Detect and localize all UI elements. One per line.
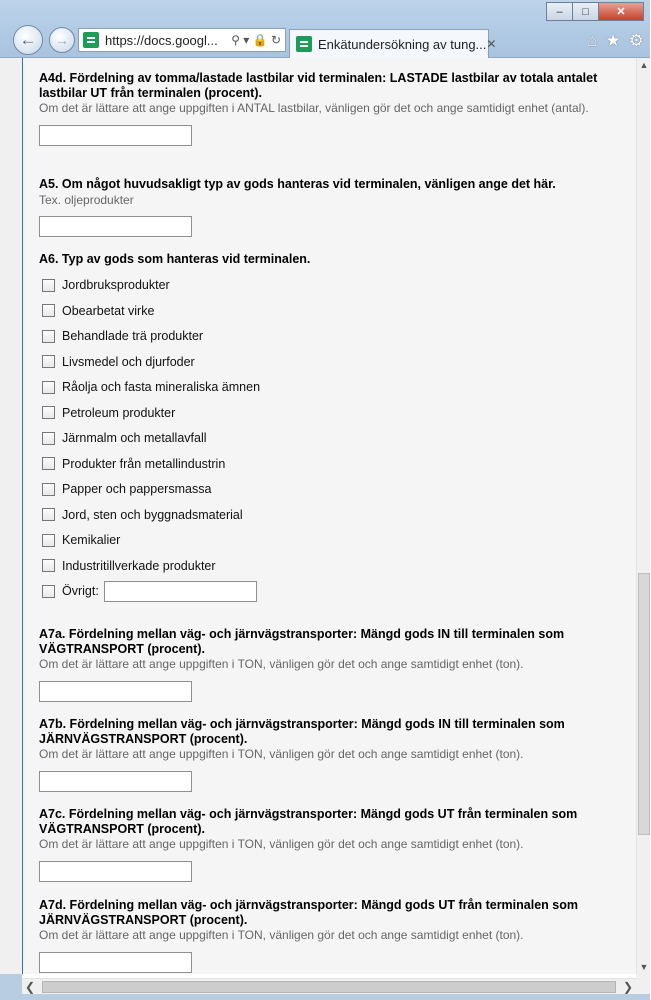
- window-controls: [547, 2, 644, 21]
- survey-form: [22, 58, 636, 974]
- checkbox-label: Papper och pappersmassa: [62, 482, 212, 497]
- question-help-text: Om det är lättare att ange uppgiften i TON, vänligen gör det och ange samtidigt enhet (ton).: [39, 928, 524, 942]
- a7b-answer-input[interactable]: [39, 771, 192, 792]
- browser-tab[interactable]: [289, 29, 497, 58]
- question-help-text: Om det är lättare att ange uppgiften i TON, vänligen gör det och ange samtidigt enhet (ton).: [39, 657, 524, 671]
- checkbox[interactable]: [42, 406, 55, 419]
- horizontal-scroll-thumb[interactable]: [42, 981, 616, 993]
- scroll-up-arrow-icon[interactable]: ▲: [639, 60, 649, 70]
- a7d-answer-input[interactable]: [39, 952, 192, 973]
- checkbox-option[interactable]: [39, 298, 629, 324]
- question-title: A7d. Fördelning mellan väg- och järnvägstransporter: Mängd gods UT från terminalen som JÄRNVÄGSTRANSPORT (procent).: [39, 898, 578, 927]
- question-a4d: [39, 71, 629, 146]
- home-icon[interactable]: ⌂: [587, 31, 598, 50]
- other-text-input[interactable]: [104, 581, 257, 602]
- checkbox-option[interactable]: [39, 375, 629, 401]
- close-window-button[interactable]: ✕: [598, 2, 644, 21]
- checkbox-label: Kemikalier: [62, 533, 121, 548]
- question-a7a: [39, 627, 629, 702]
- a7c-answer-input[interactable]: [39, 861, 192, 882]
- checkbox[interactable]: [42, 330, 55, 343]
- checkbox-option[interactable]: [39, 502, 629, 528]
- address-bar-icons[interactable]: ⚲ ▾ 🔒 ↻: [231, 33, 281, 47]
- checkbox-option[interactable]: [39, 324, 629, 350]
- a5-answer-input[interactable]: [39, 216, 192, 237]
- checkbox-option[interactable]: [39, 528, 629, 554]
- checkbox[interactable]: [42, 355, 55, 368]
- browser-toolbar-icons: [587, 31, 644, 51]
- address-bar[interactable]: [78, 28, 286, 52]
- checkbox-label: Järnmalm och metallavfall: [62, 431, 207, 446]
- vertical-scroll-thumb[interactable]: [638, 573, 650, 835]
- question-title: A7a. Fördelning mellan väg- och järnvägstransporter: Mängd gods IN till terminalen som VÄGTRANSPORT (procent).: [39, 627, 565, 656]
- minimize-button[interactable]: ‒: [546, 2, 573, 21]
- checkbox[interactable]: [42, 457, 55, 470]
- question-a7c: [39, 807, 629, 882]
- checkbox[interactable]: [42, 534, 55, 547]
- question-title: A7b. Fördelning mellan väg- och järnvägstransporter: Mängd gods IN till terminalen som JÄRNVÄGSTRANSPORT (procent).: [39, 717, 565, 746]
- google-forms-icon: [296, 36, 312, 52]
- browser-chrome: [0, 0, 650, 58]
- a7a-answer-input[interactable]: [39, 681, 192, 702]
- question-title: A5. Om något huvudsakligt typ av gods hanteras vid terminalen, vänligen ange det här.: [39, 177, 556, 191]
- question-a6: [39, 252, 629, 604]
- checkbox-option-other[interactable]: [39, 579, 629, 605]
- checkbox[interactable]: [42, 279, 55, 292]
- question-help-text: Om det är lättare att ange uppgiften i TON, vänligen gör det och ange samtidigt enhet (ton).: [39, 837, 524, 851]
- checkbox-label: Produkter från metallindustrin: [62, 456, 226, 471]
- window-frame-bottom: [0, 994, 650, 1000]
- checkbox[interactable]: [42, 304, 55, 317]
- question-help-text: Tex. oljeprodukter: [39, 192, 134, 207]
- checkbox-label: Industritillverkade produkter: [62, 558, 216, 573]
- checkbox[interactable]: [42, 483, 55, 496]
- forward-button[interactable]: [49, 27, 75, 53]
- checkbox-option[interactable]: [39, 273, 629, 299]
- scroll-right-arrow-icon[interactable]: ❯: [622, 980, 634, 994]
- checkbox[interactable]: [42, 432, 55, 445]
- scroll-left-arrow-icon[interactable]: ❮: [24, 980, 36, 994]
- checkbox-option[interactable]: [39, 400, 629, 426]
- a6-checkbox-list: [39, 273, 629, 605]
- question-a5: [39, 177, 629, 237]
- horizontal-scrollbar[interactable]: [22, 978, 636, 994]
- checkbox[interactable]: [42, 381, 55, 394]
- checkbox-option[interactable]: [39, 477, 629, 503]
- checkbox[interactable]: [42, 559, 55, 572]
- checkbox-label: Jord, sten och byggnadsmaterial: [62, 507, 243, 522]
- checkbox-option[interactable]: [39, 349, 629, 375]
- google-forms-icon: [83, 32, 99, 48]
- checkbox-option[interactable]: [39, 451, 629, 477]
- checkbox[interactable]: [42, 585, 55, 598]
- maximize-button[interactable]: □: [572, 2, 599, 21]
- favorites-star-icon[interactable]: ★: [605, 31, 621, 50]
- scrollbar-corner: [636, 974, 650, 994]
- checkbox-label: Råolja och fasta mineraliska ämnen: [62, 380, 261, 395]
- question-title: A6. Typ av gods som hanteras vid terminalen.: [39, 252, 311, 266]
- settings-gear-icon[interactable]: ⚙: [628, 31, 644, 50]
- checkbox-option[interactable]: [39, 553, 629, 579]
- question-help-text: Om det är lättare att ange uppgiften i ANTAL lastbilar, vänligen gör det och ange samtidigt enhet (antal).: [39, 101, 589, 115]
- tab-close-icon[interactable]: ✕: [486, 37, 497, 51]
- question-a7b: [39, 717, 629, 792]
- forward-arrow-icon: →: [55, 32, 69, 48]
- window-frame-left: [0, 974, 22, 994]
- address-url[interactable]: https://docs.googl...: [105, 32, 218, 48]
- a4d-answer-input[interactable]: [39, 125, 192, 146]
- question-a7d: [39, 898, 629, 973]
- checkbox-label: Behandlade trä produkter: [62, 329, 204, 344]
- back-arrow-icon: ←: [19, 30, 37, 49]
- scroll-down-arrow-icon[interactable]: ▼: [639, 962, 649, 972]
- checkbox-label: Jordbruksprodukter: [62, 278, 170, 293]
- question-title: A7c. Fördelning mellan väg- och järnvägstransporter: Mängd gods UT från terminalen som VÄGTRANSPORT (procent).: [39, 807, 578, 836]
- checkbox[interactable]: [42, 508, 55, 521]
- question-title: A4d. Fördelning av tomma/lastade lastbilar vid terminalen: LASTADE lastbilar av totala antalet lastbilar UT från terminalen (procent).: [39, 71, 598, 100]
- checkbox-label: Livsmedel och djurfoder: [62, 354, 195, 369]
- question-help-text: Om det är lättare att ange uppgiften i TON, vänligen gör det och ange samtidigt enhet (ton).: [39, 747, 524, 761]
- back-button[interactable]: [13, 25, 43, 55]
- checkbox-label: Petroleum produkter: [62, 405, 176, 420]
- checkbox-label: Obearbetat virke: [62, 303, 155, 318]
- checkbox-label: Övrigt:: [62, 584, 99, 599]
- vertical-scrollbar[interactable]: [636, 58, 650, 974]
- tab-title: Enkätundersökning av tung...: [318, 36, 487, 52]
- checkbox-option[interactable]: [39, 426, 629, 452]
- page-viewport: [0, 58, 636, 974]
